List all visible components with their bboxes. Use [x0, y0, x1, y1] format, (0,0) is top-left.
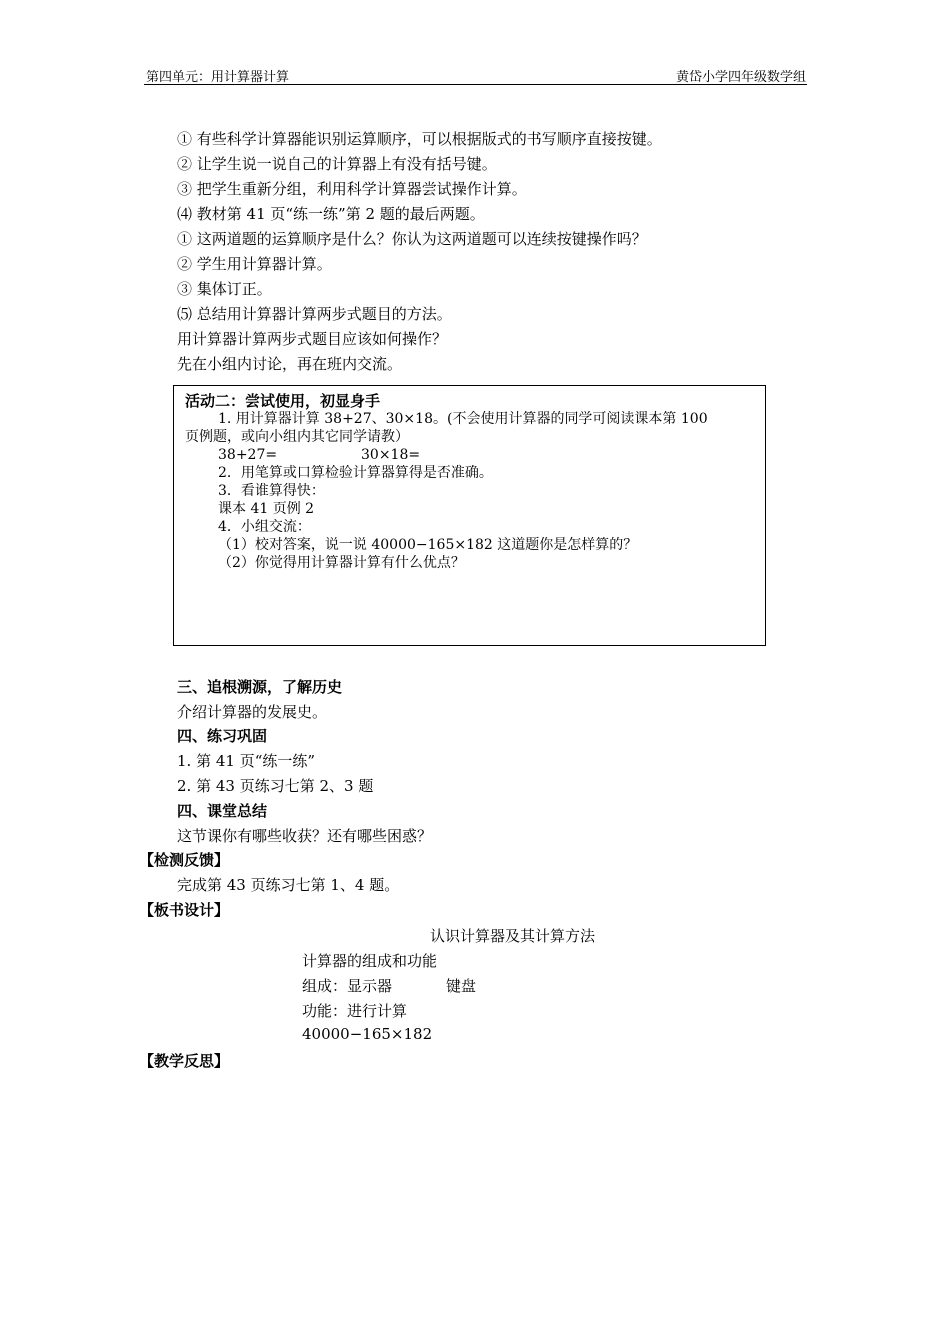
header-left: 第四单元：用计算器计算 — [146, 70, 290, 85]
activity-box — [173, 385, 766, 646]
text-line: ② 学生用计算器计算。 — [177, 255, 332, 273]
section-text: 2. 第 43 页练习七第 2、3 题 — [177, 777, 374, 795]
text-line: ⑷ 教材第 41 页“练一练”第 2 题的最后两题。 — [177, 205, 485, 223]
section-title: 四、练习巩固 — [177, 727, 268, 745]
board-line: 40000−165×182 — [302, 1025, 433, 1043]
section-title: 三、追根溯源，了解历史 — [177, 678, 343, 696]
board-line: 组成：显示器 — [302, 977, 393, 995]
text-line: ⑸ 总结用计算器计算两步式题目的方法。 — [177, 305, 452, 323]
feedback-text: 完成第 43 页练习七第 1、4 题。 — [177, 876, 400, 894]
text-line: 先在小组内讨论，再在班内交流。 — [177, 355, 403, 373]
text-line: ③ 集体订正。 — [177, 280, 272, 298]
text-line: ① 有些科学计算器能识别运算顺序，可以根据版式的书写顺序直接按键。 — [177, 130, 662, 148]
board-heading: 认识计算器及其计算方法 — [430, 927, 596, 945]
activity-item-3a: 课本 41 页例 2 — [218, 501, 315, 517]
header-right: 黄岱小学四年级数学组 — [675, 70, 806, 85]
equation-2: 30×18= — [361, 447, 421, 463]
board-line: 键盘 — [446, 977, 477, 995]
text-line: ① 这两道题的运算顺序是什么？你认为这两道题可以连续按键操作吗？ — [177, 230, 647, 248]
activity-title: 活动二：尝试使用，初显身手 — [185, 392, 381, 410]
text-line: ③ 把学生重新分组，利用科学计算器尝试操作计算。 — [177, 180, 527, 198]
section-text: 这节课你有哪些收获？还有哪些困惑？ — [177, 827, 433, 845]
section-title: 四、课堂总结 — [177, 802, 268, 820]
equation-1: 38+27= — [218, 447, 278, 463]
activity-item-4: 4．小组交流： — [218, 519, 311, 535]
text-line: 用计算器计算两步式题目应该如何操作？ — [177, 330, 448, 348]
header-rule — [144, 84, 807, 85]
activity-item-2: 2．用笔算或口算检验计算器算得是否准确。 — [218, 465, 493, 481]
section-text: 1. 第 41 页“练一练” — [177, 752, 316, 770]
board-line: 计算器的组成和功能 — [302, 952, 438, 970]
activity-item-3: 3．看谁算得快： — [218, 483, 325, 499]
activity-item-1-cont: 页例题，或向小组内其它同学请教） — [185, 429, 409, 445]
reflection-title: 【教学反思】 — [139, 1052, 230, 1070]
board-line: 功能：进行计算 — [302, 1002, 408, 1020]
activity-item-4a: （1）校对答案，说一说 40000−165×182 这道题你是怎样算的？ — [218, 537, 638, 553]
activity-item-1: 1. 用计算器计算 38+27、30×18。(不会使用计算器的同学可阅读课本第 100 — [218, 411, 708, 427]
board-title: 【板书设计】 — [139, 901, 230, 919]
activity-item-4b: （2）你觉得用计算器计算有什么优点？ — [218, 555, 465, 571]
section-text: 介绍计算器的发展史。 — [177, 703, 328, 721]
text-line: ② 让学生说一说自己的计算器上有没有括号键。 — [177, 155, 497, 173]
feedback-title: 【检测反馈】 — [139, 851, 230, 869]
